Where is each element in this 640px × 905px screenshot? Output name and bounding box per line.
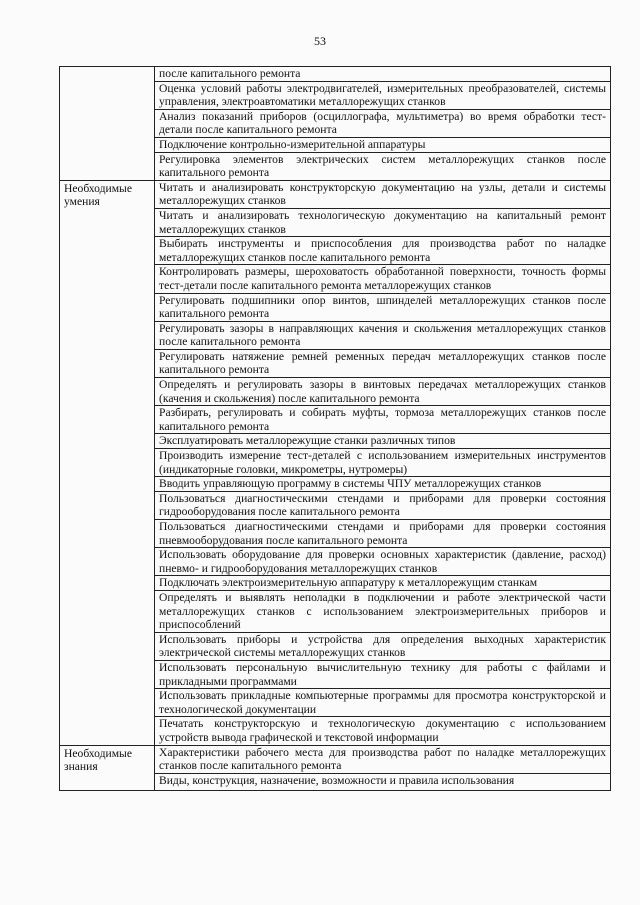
requirement-item: Производить измерение тест-деталей с использованием измерительных инструментов (индикаторные головки, микрометры, нутромеры) (155, 449, 611, 477)
section-label: Необходимые знания (60, 745, 155, 790)
requirement-item: Подключение контрольно-измерительной аппаратуры (155, 137, 611, 152)
requirement-item: Печатать конструкторскую и технологическую документацию с использованием устройств вывода графической и текстовой информации (155, 717, 611, 745)
requirement-item: Вводить управляющую программу в системы ЧПУ металлорежущих станков (155, 477, 611, 492)
table-row (60, 745, 611, 773)
table-row (60, 67, 611, 82)
requirement-item: Виды, конструкция, назначение, возможности и правила использования (155, 773, 611, 790)
requirements-table (59, 66, 611, 791)
page-number: 53 (314, 34, 326, 48)
requirement-item: Эксплуатировать металлорежущие станки различных типов (155, 434, 611, 449)
requirement-item: Оценка условий работы электродвигателей, измерительных преобразователей, системы управления, электроавтоматики металлорежущих станков (155, 81, 611, 109)
requirement-item: Пользоваться диагностическими стендами и приборами для проверки состояния гидрооборудования после капитального ремонта (155, 491, 611, 519)
table-row (60, 180, 611, 208)
requirement-item: Выбирать инструменты и приспособления для производства работ по наладке металлорежущих станков после капитального ремонта (155, 237, 611, 265)
requirement-item: Использовать оборудование для проверки основных характеристик (давление, расход) пневмо- и гидрооборудования металлорежущих станков (155, 548, 611, 576)
requirement-item: Определять и выявлять неполадки в подключении и работе электрической части металлорежущих станков с использованием электроизмерительных приборов и приспособлений (155, 590, 611, 632)
requirement-item: Регулировать зазоры в направляющих качения и скольжения металлорежущих станков после капитального ремонта (155, 321, 611, 349)
requirement-item: после капитального ремонта (155, 67, 611, 82)
requirement-item: Регулировка элементов электрических систем металлорежущих станков после капитального ремонта (155, 152, 611, 180)
section-label: Необходимые умения (60, 180, 155, 745)
requirement-item: Регулировать натяжение ремней ременных передач металлорежущих станков после капитального ремонта (155, 349, 611, 377)
requirement-item: Контролировать размеры, шероховатость обработанной поверхности, точность формы тест-детали после капитального ремонта металлорежущих станков (155, 265, 611, 293)
requirement-item: Пользоваться диагностическими стендами и приборами для проверки состояния пневмооборудования после капитального ремонта (155, 520, 611, 548)
requirement-item: Читать и анализировать конструкторскую документацию на узлы, детали и системы металлорежущих станков (155, 180, 611, 208)
requirement-item: Анализ показаний приборов (осциллографа, мультиметра) во время обработки тест-детали после капитального ремонта (155, 109, 611, 137)
requirement-item: Читать и анализировать технологическую документацию на капитальный ремонт металлорежущих станков (155, 208, 611, 236)
requirement-item: Регулировать подшипники опор винтов, шпинделей металлорежущих станков после капитального ремонта (155, 293, 611, 321)
requirement-item: Разбирать, регулировать и собирать муфты, тормоза металлорежущих станков после капитального ремонта (155, 406, 611, 434)
requirement-item: Использовать персональную вычислительную технику для работы с файлами и прикладными программами (155, 660, 611, 688)
requirement-item: Характеристики рабочего места для производства работ по наладке металлорежущих станков после капитального ремонта (155, 745, 611, 773)
requirement-item: Использовать прикладные компьютерные программы для просмотра конструкторской и технологической документации (155, 689, 611, 717)
requirement-item: Определять и регулировать зазоры в винтовых передачах металлорежущих станков (качения и скольжения) после капитального ремонта (155, 378, 611, 406)
section-label (60, 67, 155, 181)
requirement-item: Использовать приборы и устройства для определения выходных характеристик электрической системы металлорежущих станков (155, 632, 611, 660)
requirement-item: Подключать электроизмерительную аппаратуру к металлорежущим станкам (155, 576, 611, 591)
